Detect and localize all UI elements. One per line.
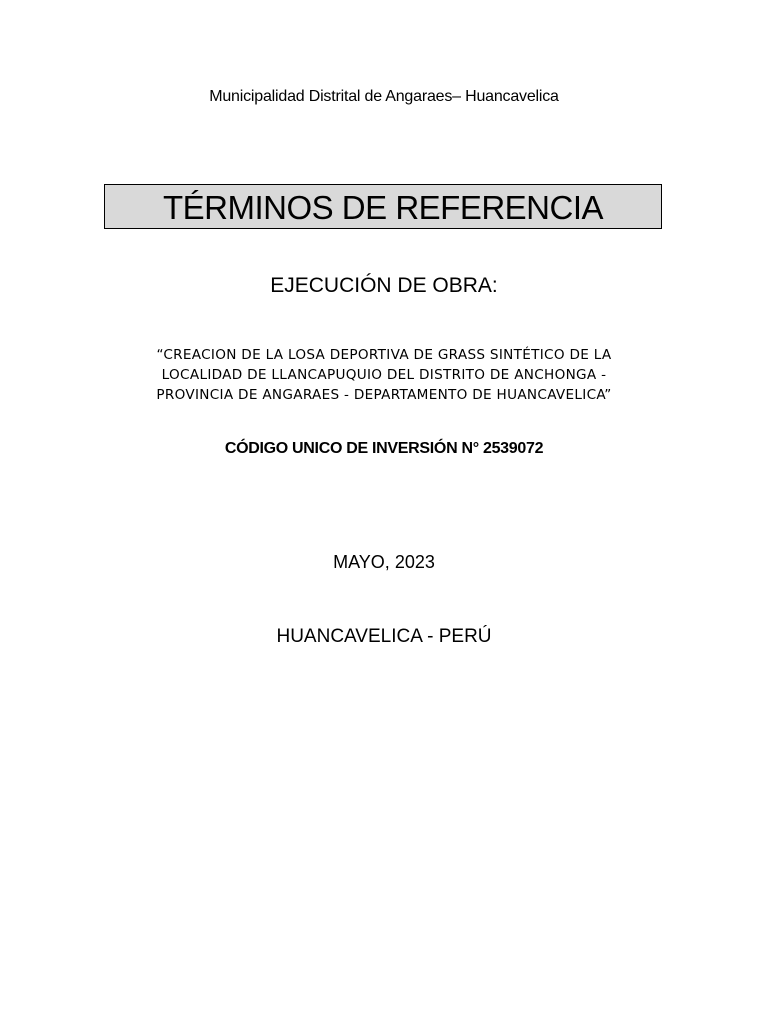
project-name	[110, 345, 658, 405]
document-title: TÉRMINOS DE REFERENCIA	[162, 189, 604, 226]
institution-header: Municipalidad Distrital de Angaraes– Huancavelica	[209, 88, 559, 105]
document-place: HUANCAVELICA - PERÚ	[276, 626, 492, 647]
investment-code: CÓDIGO UNICO DE INVERSIÓN N° 2539072	[224, 440, 544, 457]
document-date: MAYO, 2023	[333, 552, 435, 572]
title-box	[104, 184, 662, 229]
project-name-line: “CREACION DE LA LOSA DEPORTIVA DE GRASS SINTÉTICO DE LA	[156, 347, 612, 363]
project-name-line: LOCALIDAD DE LLANCAPUQUIO DEL DISTRITO DE ANCHONGA -	[161, 367, 607, 383]
project-name-line: PROVINCIA DE ANGARAES - DEPARTAMENTO DE HUANCAVELICA”	[156, 387, 612, 403]
document-subtitle: EJECUCIÓN DE OBRA:	[270, 274, 498, 297]
